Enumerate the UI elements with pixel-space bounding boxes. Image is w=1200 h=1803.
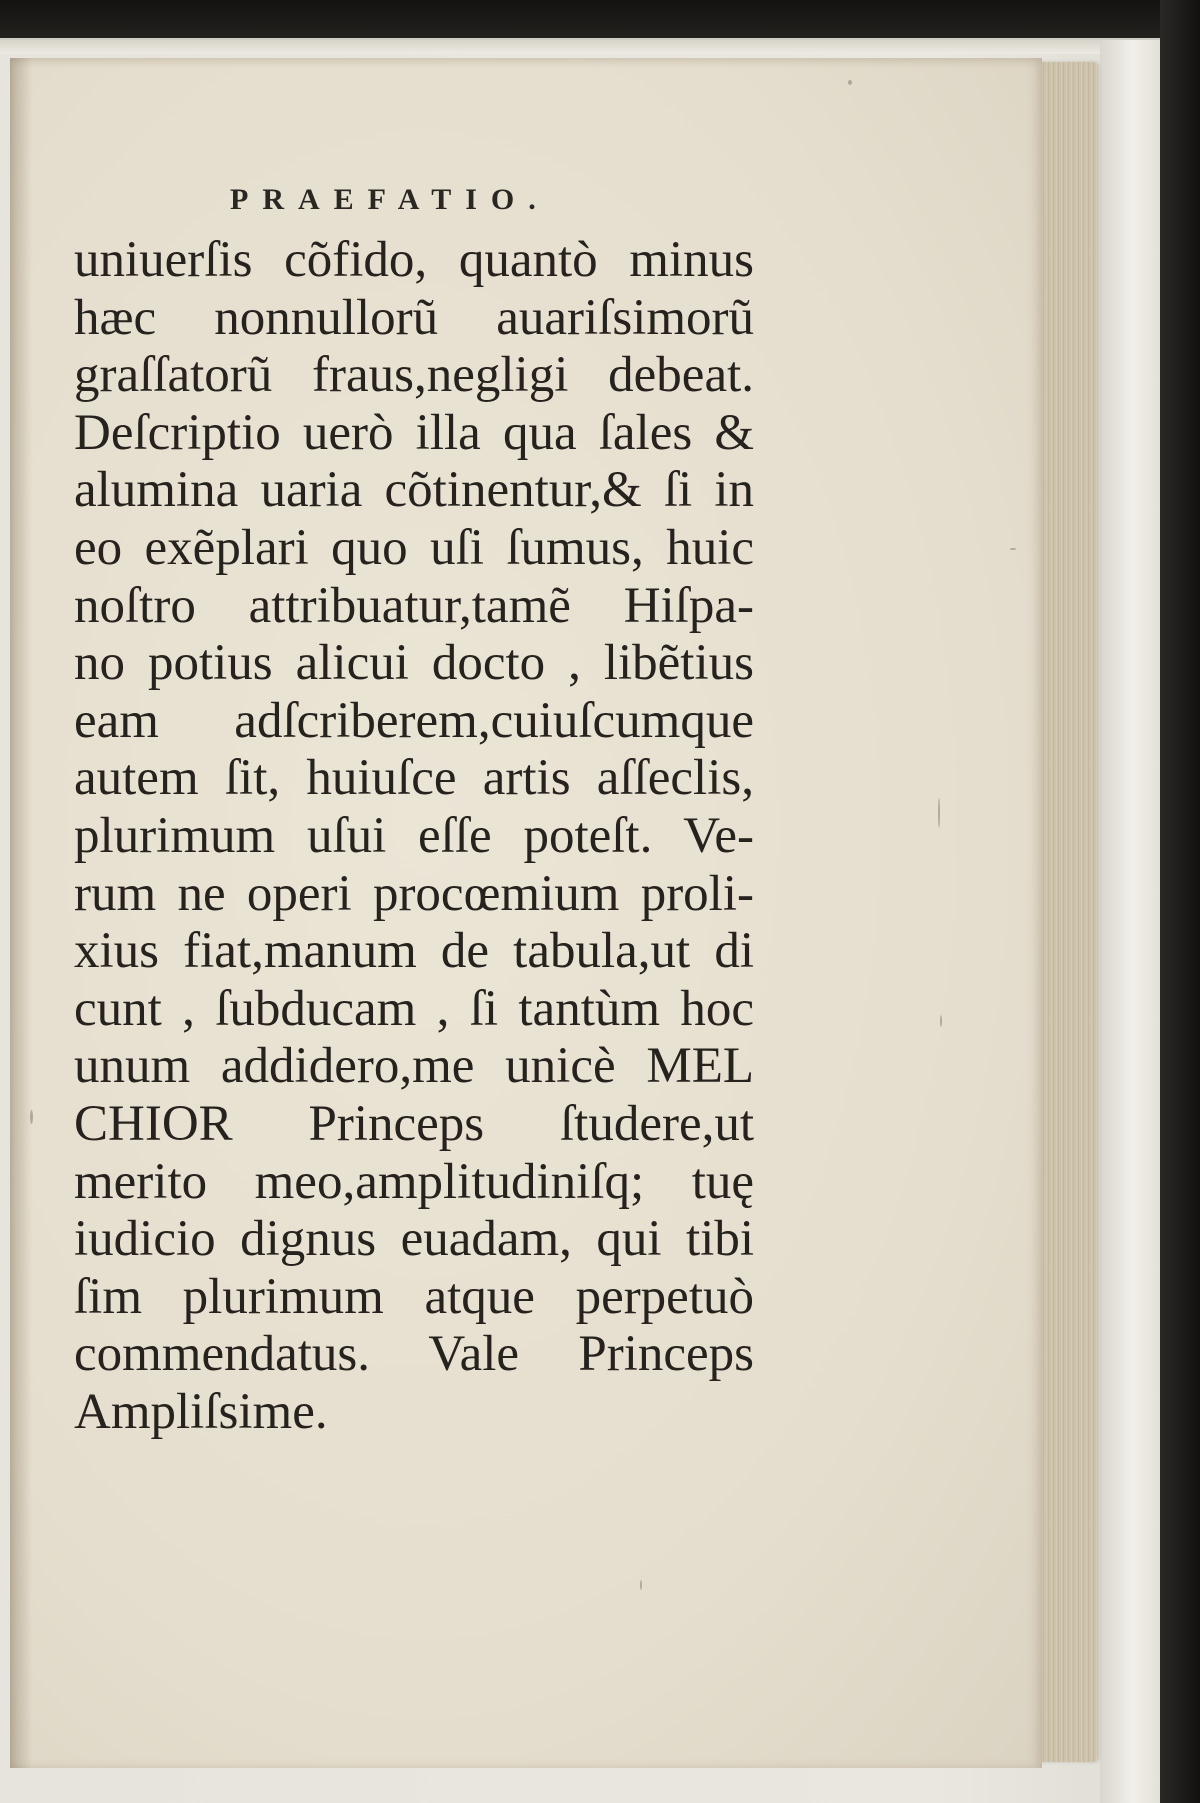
text-line: iudicio dignus euadam, qui tibi	[74, 1211, 754, 1268]
text-line: hæc nonnullorũ auariſsimorũ	[74, 289, 754, 346]
text-line: xius fiat,manum de tabula,ut di	[74, 923, 754, 980]
text-line: CHIOR Princeps ſtudere,ut	[74, 1095, 754, 1152]
text-line: plurimum uſui eſſe poteſt. Ve-	[74, 807, 754, 864]
text-line: Deſcriptio uerò illa qua ſales &	[74, 404, 754, 461]
text-line: graſſatorũ fraus,negligi debeat.	[74, 347, 754, 404]
text-line: cunt , ſubducam , ſi tantùm hoc	[74, 980, 754, 1037]
text-line: rum ne operi procœmium proli-	[74, 865, 754, 922]
text-line: unum addidero,me unicè MEL	[74, 1038, 754, 1095]
text-line: eam adſcriberem,cuiuſcumque	[74, 692, 754, 749]
text-line: autem ſit, huiuſce artis aſſeclis,	[74, 750, 754, 807]
text-line: Ampliſsime.	[74, 1383, 328, 1440]
sleeve-fold	[0, 40, 1172, 54]
text-line: noſtro attribuatur,tamẽ Hiſpa-	[74, 577, 754, 634]
running-head: PRAEFATIO.	[230, 183, 550, 216]
text-line: merito meo,amplitudiniſq; tuę	[74, 1153, 754, 1210]
text-line: commendatus. Vale Princeps	[74, 1326, 754, 1383]
text-line: alumina uaria cõtinentur,& ſi in	[74, 462, 754, 519]
text-line: eo exẽplari quo uſi ſumus, huic	[74, 519, 754, 576]
text-line: uniuerſis cõfido, quantò minus	[74, 232, 754, 288]
body-text	[74, 232, 754, 1441]
book-cradle-right	[1160, 0, 1200, 1803]
text-line: ſim plurimum atque perpetuò	[74, 1268, 754, 1325]
page-fore-edges	[1035, 62, 1097, 1762]
text-line: no potius alicui docto , libẽtius	[74, 635, 754, 692]
book-cradle-top	[0, 0, 1200, 40]
gutter-shadow	[10, 58, 32, 1768]
